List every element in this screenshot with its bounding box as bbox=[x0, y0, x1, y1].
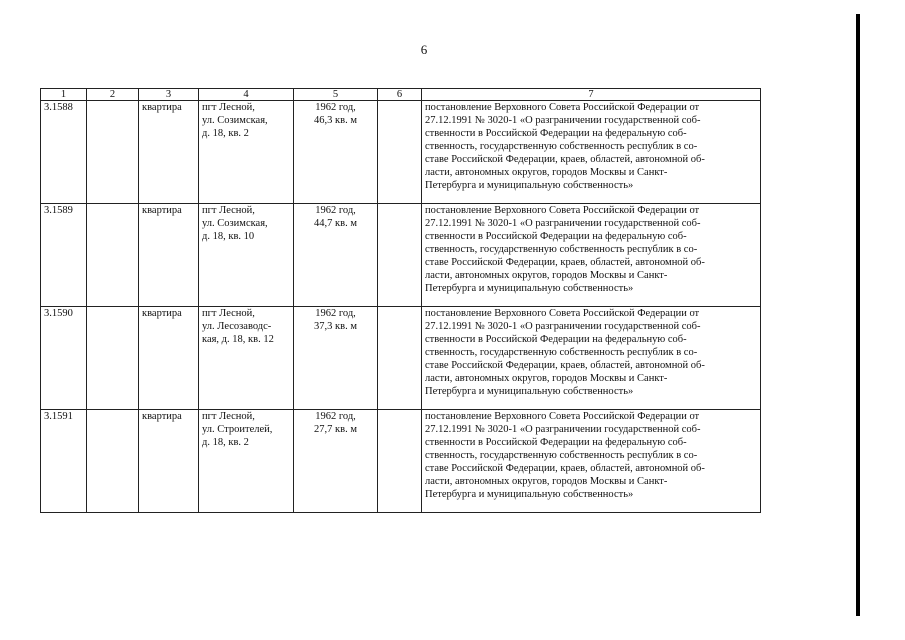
header-col-6: 6 bbox=[378, 89, 422, 101]
legal-basis: постановление Верховного Совета Российской Федерации от 27.12.1991 № 3020-1 «О разграничении государственной соб- ственности в Российской Федерации на федеральную соб- ственность, государственную собственность республик в со- ставе Российской Федерации, краев, областей, автономной об- ласти, автономных округов, городов Москвы и Санкт- Петербурга и муниципальную собственность» bbox=[422, 204, 761, 307]
object-address: пгт Лесной, ул. Созимская, д. 18, кв. 10 bbox=[199, 204, 294, 307]
cell-col-6 bbox=[378, 410, 422, 513]
header-col-4: 4 bbox=[199, 89, 294, 101]
table-row bbox=[41, 307, 761, 410]
header-col-7: 7 bbox=[422, 89, 761, 101]
cell-col-2 bbox=[87, 307, 139, 410]
cell-col-2 bbox=[87, 101, 139, 204]
object-address: пгт Лесной, ул. Лесозаводс- кая, д. 18, кв. 12 bbox=[199, 307, 294, 410]
header-col-3: 3 bbox=[139, 89, 199, 101]
header-col-2: 2 bbox=[87, 89, 139, 101]
row-number: 3.1590 bbox=[41, 307, 87, 410]
table-row bbox=[41, 410, 761, 513]
row-number: 3.1589 bbox=[41, 204, 87, 307]
legal-basis: постановление Верховного Совета Российской Федерации от 27.12.1991 № 3020-1 «О разграничении государственной соб- ственности в Российской Федерации на федеральную соб- ственность, государственную собственность республик в со- ставе Российской Федерации, краев, областей, автономной об- ласти, автономных округов, городов Москвы и Санкт- Петербурга и муниципальную собственность» bbox=[422, 410, 761, 513]
scan-edge-bar bbox=[856, 14, 860, 616]
cell-col-6 bbox=[378, 101, 422, 204]
table-header bbox=[41, 89, 761, 101]
object-address: пгт Лесной, ул. Строителей, д. 18, кв. 2 bbox=[199, 410, 294, 513]
cell-col-2 bbox=[87, 410, 139, 513]
property-registry-table bbox=[40, 88, 761, 513]
row-number: 3.1591 bbox=[41, 410, 87, 513]
row-number: 3.1588 bbox=[41, 101, 87, 204]
header-row bbox=[41, 89, 761, 101]
object-type: квартира bbox=[139, 307, 199, 410]
object-details: 1962 год, 44,7 кв. м bbox=[294, 204, 378, 307]
legal-basis: постановление Верховного Совета Российской Федерации от 27.12.1991 № 3020-1 «О разграничении государственной соб- ственности в Российской Федерации на федеральную соб- ственность, государственную собственность республик в со- ставе Российской Федерации, краев, областей, автономной об- ласти, автономных округов, городов Москвы и Санкт- Петербурга и муниципальную собственность» bbox=[422, 307, 761, 410]
object-details: 1962 год, 37,3 кв. м bbox=[294, 307, 378, 410]
cell-col-6 bbox=[378, 204, 422, 307]
legal-basis: постановление Верховного Совета Российской Федерации от 27.12.1991 № 3020-1 «О разграничении государственной соб- ственности в Российской Федерации на федеральную соб- ственность, государственную собственность республик в со- ставе Российской Федерации, краев, областей, автономной об- ласти, автономных округов, городов Москвы и Санкт- Петербурга и муниципальную собственность» bbox=[422, 101, 761, 204]
page-number: 6 bbox=[420, 42, 428, 57]
cell-col-6 bbox=[378, 307, 422, 410]
object-address: пгт Лесной, ул. Созимская, д. 18, кв. 2 bbox=[199, 101, 294, 204]
object-type: квартира bbox=[139, 101, 199, 204]
table-row bbox=[41, 101, 761, 204]
object-details: 1962 год, 46,3 кв. м bbox=[294, 101, 378, 204]
header-col-1: 1 bbox=[41, 89, 87, 101]
cell-col-2 bbox=[87, 204, 139, 307]
table-row bbox=[41, 204, 761, 307]
object-details: 1962 год, 27,7 кв. м bbox=[294, 410, 378, 513]
object-type: квартира bbox=[139, 204, 199, 307]
object-type: квартира bbox=[139, 410, 199, 513]
table-body bbox=[41, 101, 761, 513]
header-col-5: 5 bbox=[294, 89, 378, 101]
